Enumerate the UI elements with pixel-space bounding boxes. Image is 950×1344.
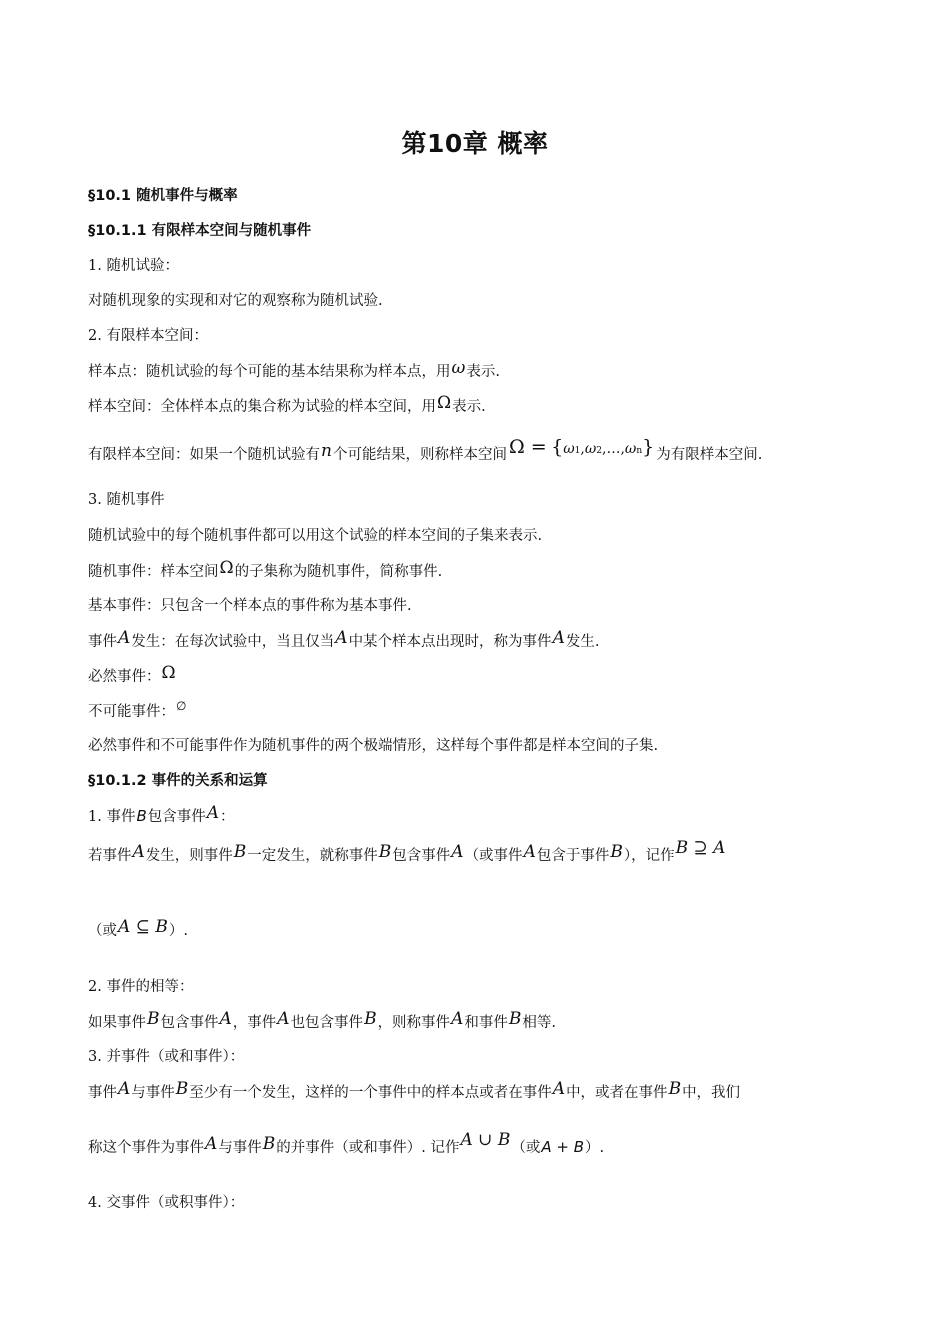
- math-A: A: [206, 803, 220, 823]
- paragraph-sample-space: [88, 393, 486, 417]
- text-fragment: 发生.: [565, 634, 600, 650]
- paragraph-event-definition: [88, 558, 443, 582]
- math-B: B: [175, 1079, 189, 1099]
- text-fragment: 必然事件：: [88, 669, 161, 685]
- paragraph-union-notation: [88, 1130, 605, 1158]
- text-fragment: 和事件: [464, 1015, 508, 1031]
- math-A: A: [132, 842, 145, 862]
- text-fragment: 与事件: [218, 1140, 262, 1156]
- math-omega: ω: [451, 358, 466, 378]
- math-B: B: [610, 842, 623, 862]
- text-fragment: 随机事件：样本空间: [88, 564, 219, 580]
- text-fragment: ，事件: [232, 1015, 277, 1031]
- text-fragment: ）.: [168, 923, 188, 939]
- paragraph-inclusion-alt: [88, 917, 188, 941]
- text-fragment: 发生：在每次试验中，当且仅当: [131, 634, 335, 650]
- math-rbrace: }: [642, 436, 655, 458]
- math-B: B: [364, 1009, 377, 1029]
- math-b-superset-a: B ⊇ A: [675, 838, 726, 858]
- math-Omega: Ω: [219, 558, 234, 578]
- math-B: B: [378, 842, 392, 862]
- math-A: A: [118, 1079, 131, 1099]
- paragraph-inclusion: [88, 838, 726, 866]
- text-fragment: 中，我们: [682, 1085, 741, 1101]
- item-heading-intersection: 4. 交事件（或积事件）：: [88, 1195, 245, 1211]
- text-fragment: 表示.: [452, 399, 486, 415]
- text-fragment: 发生，则事件: [145, 848, 233, 864]
- paragraph-basic-event: 基本事件：只包含一个样本点的事件称为基本事件.: [88, 598, 412, 614]
- math-sample-space-set: [508, 436, 655, 458]
- math-a-subset-b: A ⊆ B: [118, 917, 168, 937]
- text-fragment: 如果事件: [88, 1015, 146, 1031]
- math-Omega: Ω: [161, 663, 176, 683]
- text-fragment: 事件: [88, 634, 117, 650]
- text-fragment: 与事件: [131, 1085, 175, 1101]
- math-s1: 1: [574, 446, 581, 456]
- math-omega-eq: Ω =: [508, 436, 547, 458]
- paragraph-extreme-cases: 必然事件和不可能事件作为随机事件的两个极端情形，这样每个事件都是样本空间的子集.: [88, 738, 659, 754]
- math-A: A: [277, 1009, 290, 1029]
- text-fragment: 包含事件: [160, 1015, 219, 1031]
- item-heading-sample-space: 2. 有限样本空间：: [88, 328, 208, 344]
- math-s2: 2: [596, 446, 602, 456]
- text-fragment: 中某个样本点出现时，称为事件: [348, 634, 552, 650]
- text-fragment: （或事件: [464, 848, 523, 864]
- paragraph-random-trial: 对随机现象的实现和对它的观察称为随机试验.: [88, 293, 383, 309]
- paragraph-random-event: 随机试验中的每个随机事件都可以用这个试验的样本空间的子集来表示.: [88, 528, 543, 544]
- text-fragment: 一定发生，就称事件: [247, 848, 378, 864]
- text-fragment: （或: [88, 923, 117, 939]
- math-dots: …: [606, 441, 621, 457]
- math-A: A: [118, 628, 131, 648]
- math-comma: ,: [620, 441, 625, 457]
- math-sn: n: [636, 446, 643, 456]
- math-w1: ω: [563, 441, 575, 457]
- section-heading-10-1-2: §10.1.2 事件的关系和运算: [88, 773, 268, 789]
- math-a-union-b: A ∪ B: [460, 1130, 511, 1150]
- math-w2: ω: [584, 441, 597, 457]
- math-A: A: [552, 628, 565, 648]
- math-A: A: [219, 1009, 232, 1029]
- chapter-title: 第10章 概率: [401, 129, 549, 158]
- text-fragment: 为有限样本空间.: [656, 447, 763, 463]
- text-fragment: 包含事件: [147, 809, 206, 825]
- item-heading-union: 3. 并事件（或和事件）：: [88, 1049, 245, 1065]
- item-heading-random-event: 3. 随机事件: [88, 492, 165, 508]
- math-B: B: [147, 1009, 160, 1029]
- text-fragment: 表示.: [466, 364, 500, 380]
- text-fragment: 相等.: [522, 1015, 556, 1031]
- math-B: B: [508, 1009, 522, 1029]
- math-B: B: [668, 1079, 682, 1099]
- text-fragment: 至少有一个发生，这样的一个事件中的样本点或者在事件: [189, 1085, 552, 1101]
- paragraph-sample-point: [88, 358, 500, 382]
- math-comma: ,: [601, 441, 607, 457]
- math-wn: ω: [624, 441, 637, 457]
- text-fragment: 的并事件（或和事件）. 记作: [276, 1140, 460, 1156]
- math-empty-set: ∅: [176, 699, 187, 713]
- math-A: A: [451, 1009, 464, 1029]
- text-fragment: 事件: [88, 1085, 117, 1101]
- math-n: n: [321, 441, 332, 461]
- text-fragment: 也包含事件: [290, 1015, 364, 1031]
- text-fragment: ，则称事件: [377, 1015, 451, 1031]
- text-fragment: 包含事件: [392, 848, 451, 864]
- text-fragment: ：: [220, 809, 235, 825]
- math-A: A: [451, 842, 464, 862]
- text-fragment: 有限样本空间：如果一个随机试验有: [88, 447, 320, 463]
- text-fragment: 1. 事件: [88, 809, 136, 825]
- text-fragment: 称这个事件为事件: [88, 1140, 204, 1156]
- math-a-plus-b: A + B: [541, 1138, 584, 1156]
- math-Omega: Ω: [437, 393, 452, 413]
- paragraph-equality: [88, 1009, 556, 1033]
- paragraph-finite-sample-space: [88, 436, 763, 467]
- text-fragment: 若事件: [88, 848, 132, 864]
- text-fragment: 的子集称为随机事件，简称事件.: [234, 564, 443, 580]
- text-fragment: 个可能结果，则称样本空间: [332, 447, 507, 463]
- item-heading-equality: 2. 事件的相等：: [88, 979, 194, 995]
- paragraph-union: [88, 1079, 741, 1103]
- paragraph-impossible-event: [88, 699, 187, 722]
- math-A: A: [205, 1134, 218, 1154]
- text-fragment: 样本点：随机试验的每个可能的基本结果称为样本点，用: [88, 364, 451, 380]
- text-fragment: 不可能事件：: [88, 704, 175, 720]
- math-lbrace: {: [551, 436, 564, 458]
- text-fragment: 中，或者在事件: [566, 1085, 668, 1101]
- item-heading-random-trial: 1. 随机试验：: [88, 258, 179, 274]
- math-B: B: [233, 842, 247, 862]
- math-B: B: [136, 807, 147, 825]
- math-A: A: [552, 1079, 566, 1099]
- paragraph-certain-event: [88, 663, 177, 687]
- paragraph-event-occurs: [88, 628, 600, 652]
- text-fragment: ）.: [584, 1140, 605, 1156]
- math-A: A: [335, 628, 348, 648]
- math-B: B: [262, 1134, 276, 1154]
- math-comma: ,: [580, 441, 585, 457]
- text-fragment: 包含于事件: [536, 848, 610, 864]
- text-fragment: （或: [511, 1140, 541, 1156]
- section-heading-10-1-1: §10.1.1 有限样本空间与随机事件: [88, 223, 312, 239]
- text-fragment: 样本空间：全体样本点的集合称为试验的样本空间，用: [88, 399, 436, 415]
- item-heading-inclusion: [88, 803, 235, 827]
- text-fragment: ），记作: [623, 848, 675, 864]
- section-heading-10-1: §10.1 随机事件与概率: [88, 188, 238, 204]
- math-A: A: [523, 842, 536, 862]
